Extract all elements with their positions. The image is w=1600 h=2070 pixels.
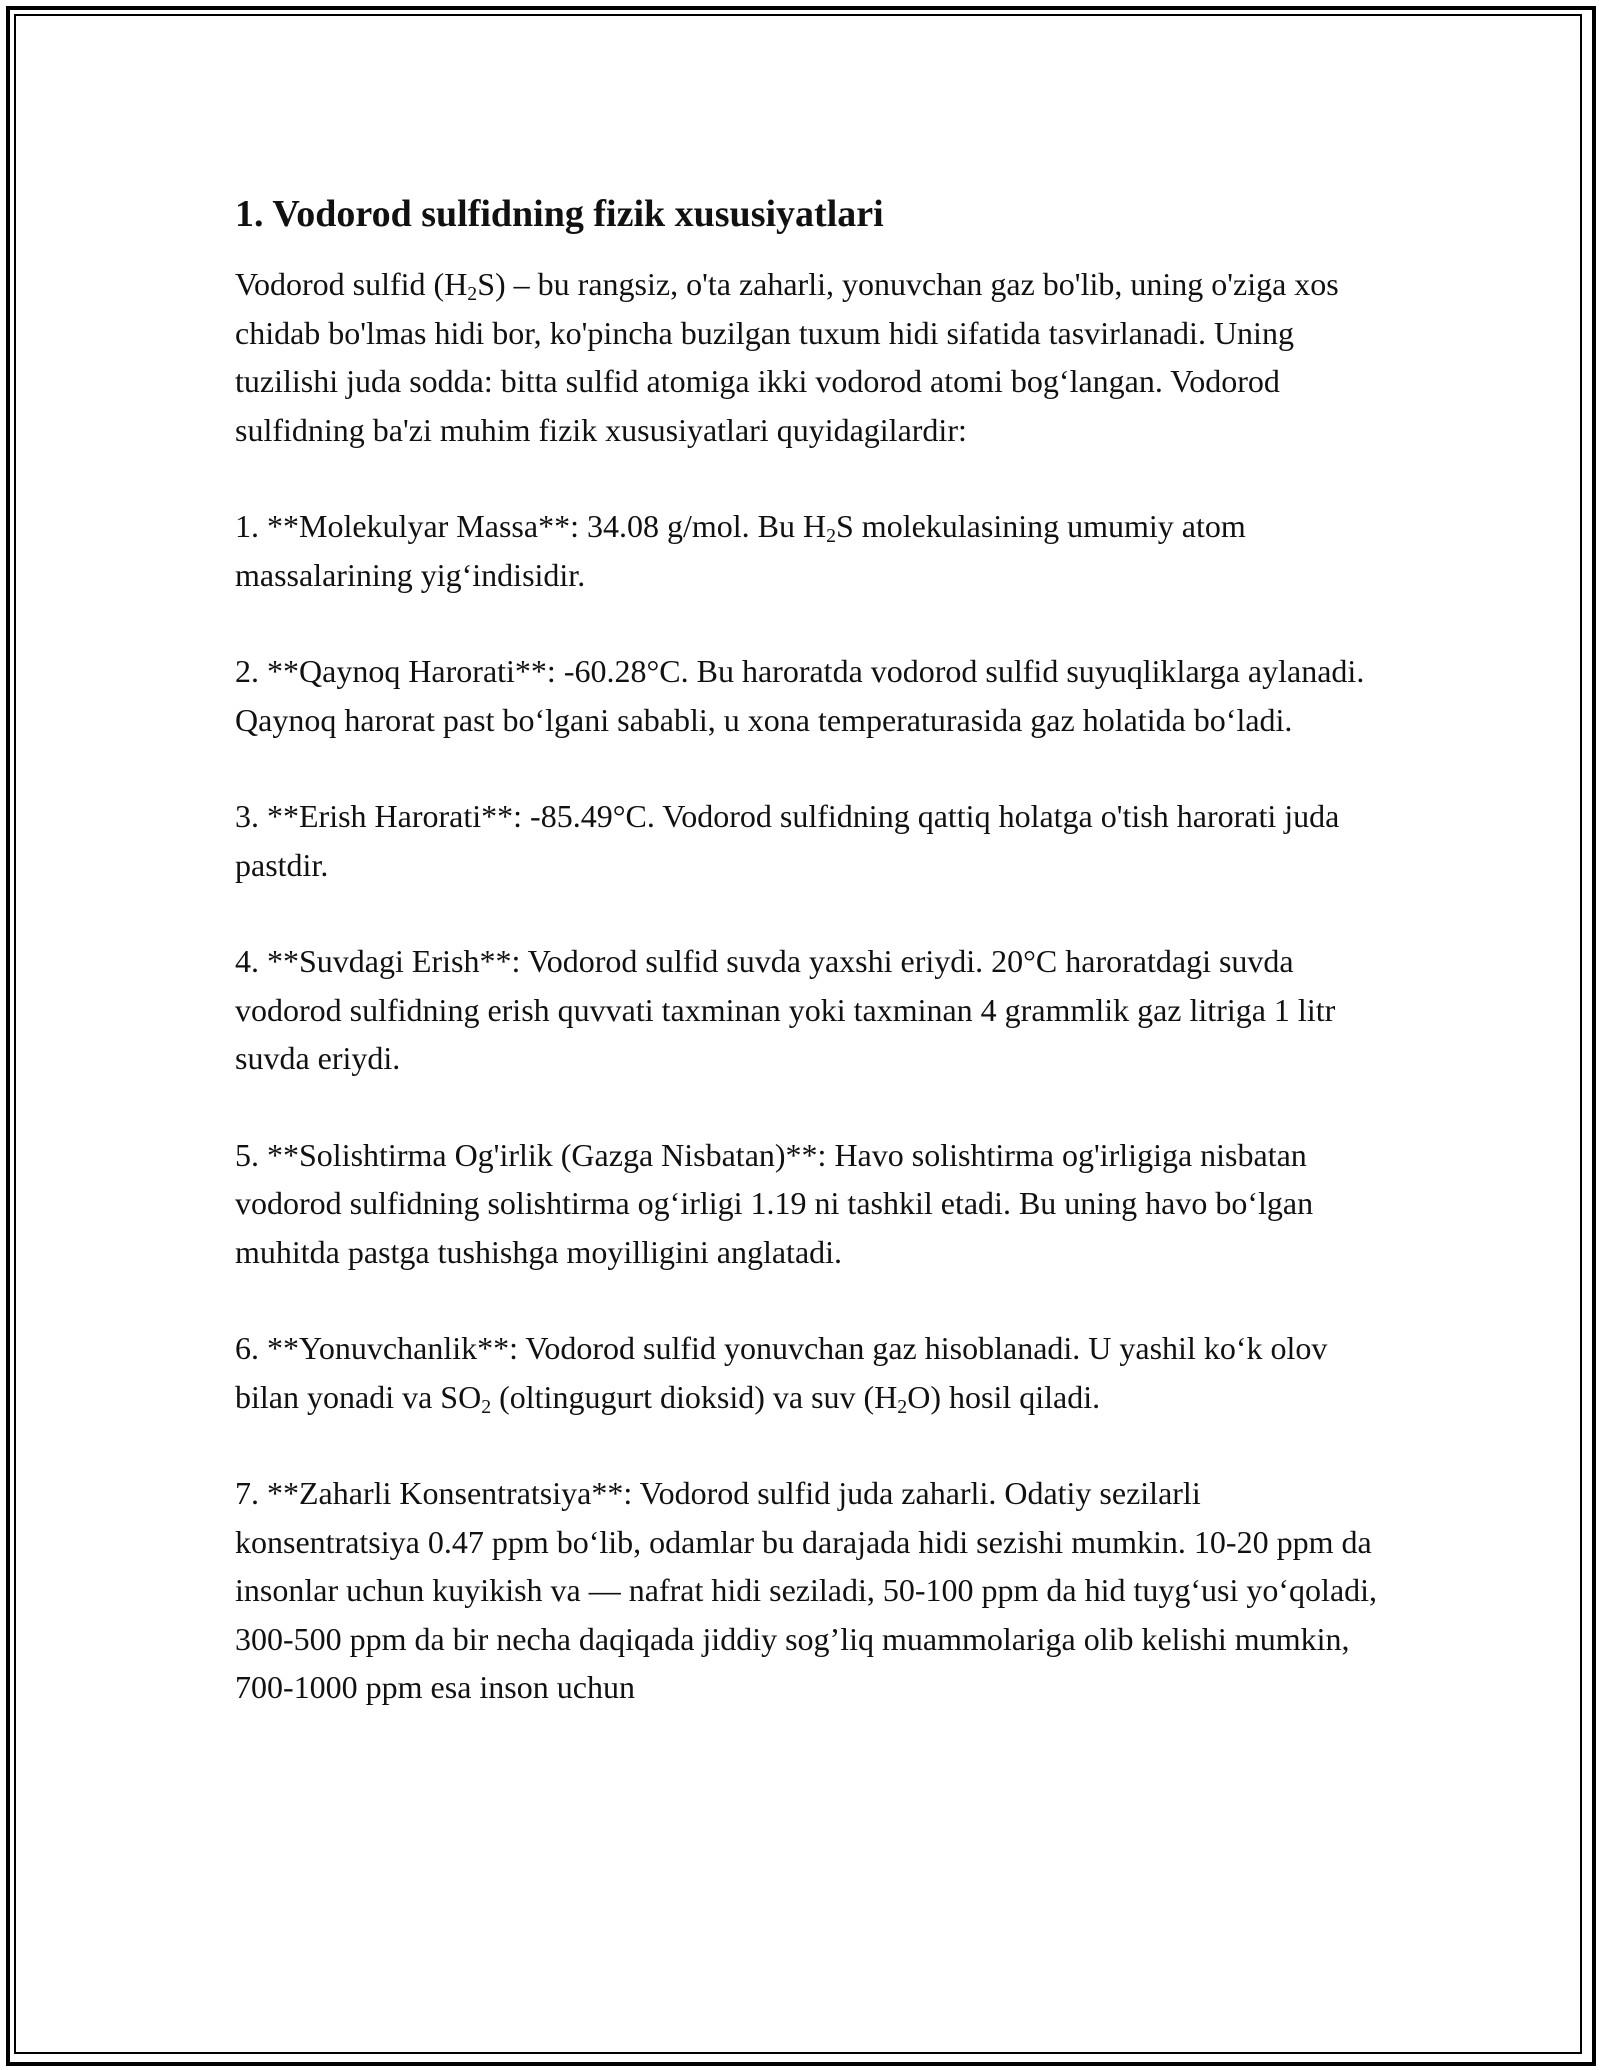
item-text-middle: (oltingugurt dioksid) va suv (H bbox=[491, 1378, 898, 1415]
list-item-specific-gravity: 5. **Solishtirma Og'irlik (Gazga Nisbatan)**: Havo solishtirma og'irligiga nisbatan vodorod sulfidning solishtirma og‘irligi 1.19 ni tashkil etadi. Bu uning havo bo‘lgan muhitda pastga tushishga moyilligini anglatadi. bbox=[235, 1136, 1314, 1270]
intro-paragraph bbox=[235, 260, 1385, 454]
list-item-flammability bbox=[235, 1324, 1385, 1421]
item-text-rest: S molekulasining umumiy atom massalarining yig‘indisidir. bbox=[235, 508, 1246, 593]
subscript-2: 2 bbox=[826, 524, 836, 547]
item-text-end: O) hosil qiladi. bbox=[907, 1378, 1101, 1415]
list-item-molecular-mass bbox=[235, 502, 1385, 599]
intro-text-start: Vodorod sulfid (H bbox=[235, 266, 468, 302]
list-item-boiling-point: 2. **Qaynoq Harorati**: -60.28°C. Bu haroratda vodorod sulfid suyuqliklarga aylanadi. Qaynoq harorat past bo‘lgani sababli, u xona temperaturasida gaz holatida bo‘ladi. bbox=[235, 653, 1365, 738]
subscript-2: 2 bbox=[897, 1395, 908, 1418]
section-heading: 1. Vodorod sulfidning fizik xususiyatlari bbox=[235, 193, 884, 235]
item-text-start: 6. **Yonuvchanlik**: Vodorod sulfid yonuvchan gaz hisoblanadi. U yashil ko‘k olov bilan yonadi va SO bbox=[235, 1330, 1328, 1415]
list-item-toxic-concentration: 7. **Zaharli Konsentratsiya**: Vodorod sulfid juda zaharli. Odatiy sezilarli konsentratsiya 0.47 ppm bo‘lib, odamlar bu darajada hidi sezishi mumkin. 10-20 ppm da insonlar uchun kuyikish va — nafrat hidi seziladi, 50-100 ppm da hid tuyg‘usi yo‘qoladi, 300-500 ppm da bir necha daqiqada jiddiy sog’liq muammolariga olib kelishi mumkin, 700-1000 ppm esa inson uchun bbox=[235, 1475, 1378, 1705]
intro-text-rest: S) – bu rangsiz, o'ta zaharli, yonuvchan gaz bo'lib, uning o'ziga xos chidab bo'lmas hidi bor, ko'pincha buzilgan tuxum hidi sifatida tasvirlanadi. Uning tuzilishi juda sodda: bitta sulfid atomiga ikki vodorod atomi bog‘langan. Vodorod sulfidning ba'zi muhim fizik xususiyatlari quyidagilardir: bbox=[235, 266, 1339, 448]
subscript-2: 2 bbox=[467, 282, 478, 305]
item-text-start: 1. **Molekulyar Massa**: 34.08 g/mol. Bu H bbox=[235, 508, 827, 544]
list-item-water-solubility: 4. **Suvdagi Erish**: Vodorod sulfid suvda yaxshi eriydi. 20°C haroratdagi suvda vodorod sulfidning erish quvvati taxminan yoki taxminan 4 grammlik gaz litriga 1 litr suvda eriydi. bbox=[235, 943, 1336, 1076]
list-item-melting-point: 3. **Erish Harorati**: -85.49°C. Vodorod sulfidning qattiq holatga o'tish harorati juda pastdir. bbox=[235, 798, 1340, 883]
subscript-2: 2 bbox=[481, 1395, 492, 1418]
document-body bbox=[235, 188, 1385, 1760]
